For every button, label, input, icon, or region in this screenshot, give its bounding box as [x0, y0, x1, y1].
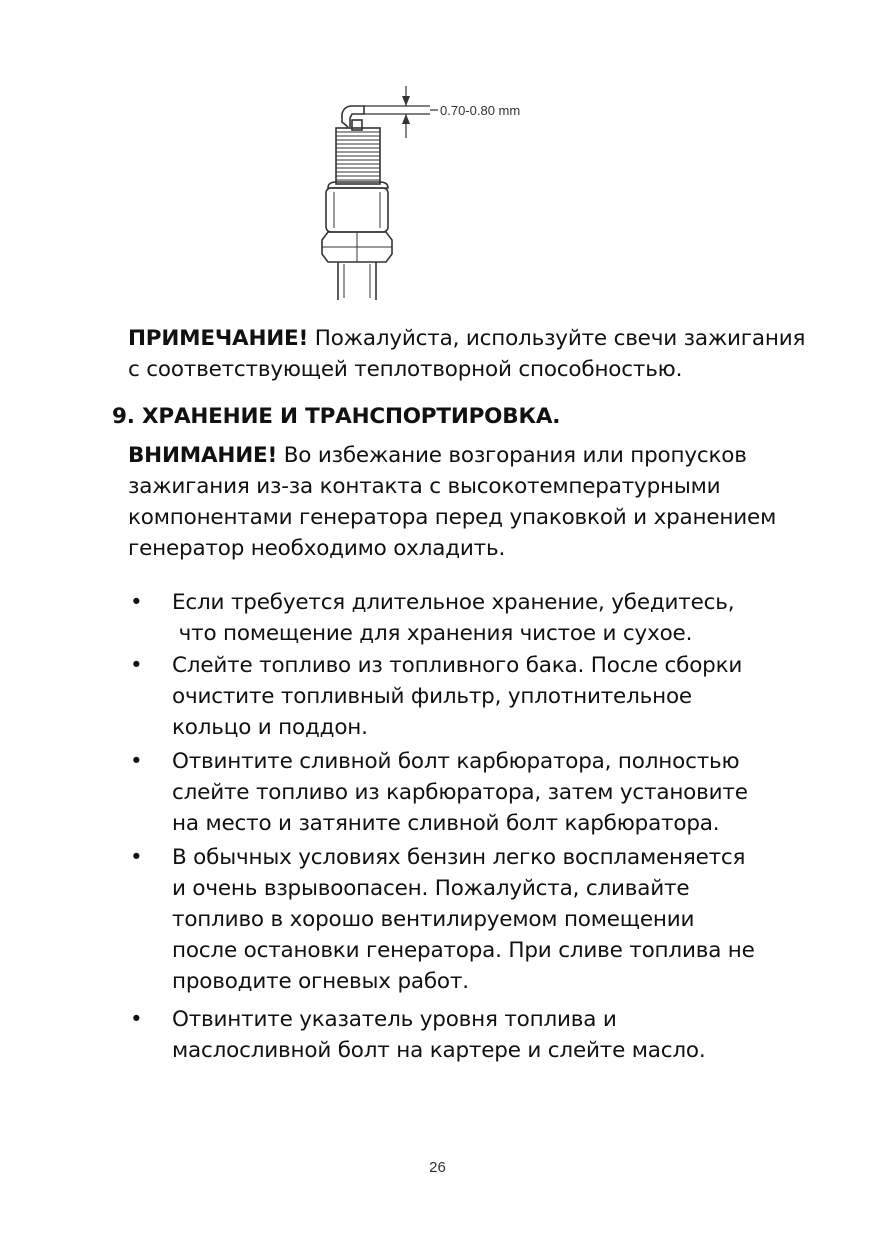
warning-line-1 [128, 440, 828, 471]
note-paragraph [128, 323, 828, 385]
list-item-line: на место и затяните сливной болт карбюратора. [172, 811, 720, 836]
list-item-line: Если требуется длительное хранение, убедитесь, [172, 590, 735, 615]
warning-paragraph [128, 440, 828, 564]
bullet-icon: • [130, 1007, 143, 1032]
warning-line-3: компонентами генератора перед упаковкой и хранением [128, 505, 777, 530]
note-label: ПРИМЕЧАНИЕ! [128, 326, 309, 351]
gap-label: 0.70-0.80 mm [440, 103, 521, 118]
page-number: 26 [429, 1159, 446, 1176]
list-item-line: кольцо и поддон. [172, 715, 368, 740]
warning-line-2: зажигания из-за контакта с высокотемпературными [128, 474, 721, 499]
list-item-line: В обычных условиях бензин легко воспламеняется [172, 845, 746, 870]
bullet-icon: • [130, 845, 143, 870]
note-line-1 [128, 323, 828, 354]
section-heading: 9. ХРАНЕНИЕ И ТРАНСПОРТИРОВКА. [112, 404, 561, 429]
list-item-line: Слейте топливо из топливного бака. После сборки [172, 653, 743, 678]
list-item-line: что помещение для хранения чистое и сухое. [172, 621, 693, 646]
list-item-line: маслосливной болт на картере и слейте масло. [172, 1038, 706, 1063]
list-item-line: после остановки генератора. При сливе топлива не [172, 938, 755, 963]
list-item-line: проводите огневых работ. [172, 969, 469, 994]
bullet-icon: • [130, 749, 143, 774]
bullet-icon: • [130, 590, 143, 615]
list-item-line: слейте топливо из карбюратора, затем установите [172, 780, 748, 805]
note-line-2: с соответствующей теплотворной способностью. [128, 357, 683, 382]
list-item-line: очистите топливный фильтр, уплотнительное [172, 684, 692, 709]
warning-line-4: генератор необходимо охладить. [128, 536, 506, 561]
list-item-line: и очень взрывоопасен. Пожалуйста, сливайте [172, 876, 690, 901]
spark-plug-diagram [300, 82, 570, 304]
list-item-line: топливо в хорошо вентилируемом помещении [172, 907, 695, 932]
bullet-icon: • [130, 653, 143, 678]
note-text: Пожалуйста, используйте свечи зажигания [314, 326, 806, 351]
warning-label: ВНИМАНИЕ! [128, 443, 278, 468]
warning-text: Во избежание возгорания или пропусков [283, 443, 747, 468]
list-item-line: Отвинтите указатель уровня топлива и [172, 1007, 617, 1032]
list-item-line: Отвинтите сливной болт карбюратора, полностью [172, 749, 740, 774]
